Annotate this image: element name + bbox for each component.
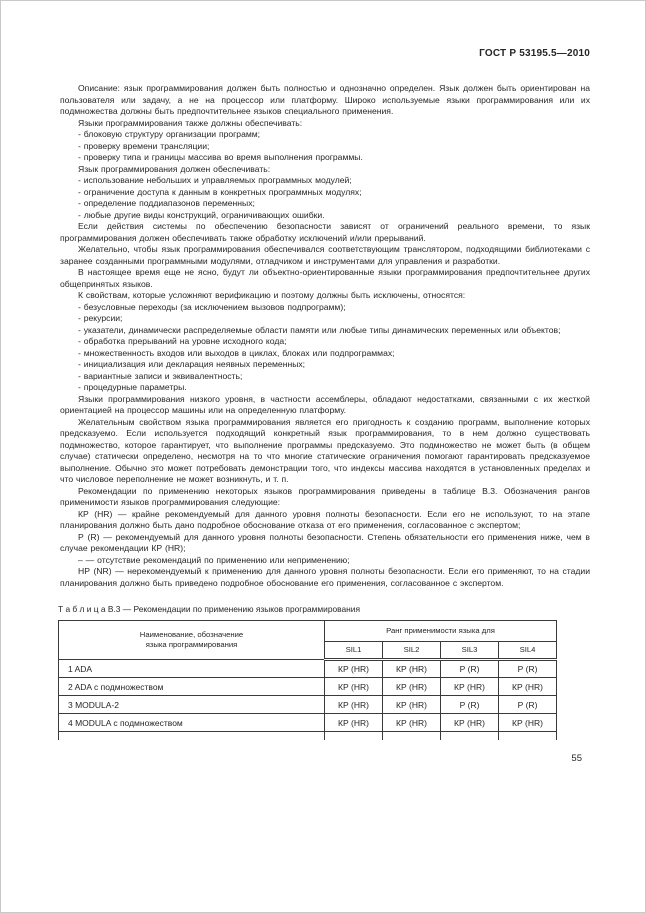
table-continuation-row <box>59 732 557 740</box>
paragraph: Язык программирования должен обеспечивать: <box>78 163 271 174</box>
column-header-line1: Наименование, обозначение <box>139 630 244 639</box>
column-header-rank-group: Ранг применимости языка для <box>325 621 557 642</box>
list-item: - обработка прерываний на уровне исходного кода; <box>78 336 287 346</box>
rank-sil2: КР (HR) <box>383 678 441 696</box>
continuation-cell <box>383 732 441 740</box>
rank-sil2: КР (HR) <box>383 714 441 732</box>
column-header-sil2: SIL2 <box>383 642 441 660</box>
table-row <box>59 714 557 732</box>
paragraph: Желательно, чтобы язык программирования обеспечивался соответствующим транслятором, подходящими библиотеками с заранее созданными программными модулями, отладчиком и инструментами для управления и разработки. <box>60 244 590 266</box>
list-item: - вариантные записи и эквивалентность; <box>78 370 243 381</box>
paragraph: Р (R) — рекомендуемый для данного уровня полноты безопасности. Степень обязательности его применения ниже, чем в случае рекомендации КР (HR); <box>60 531 590 553</box>
list-item: - множественность входов или выходов в циклах, блоках или подпрограммах; <box>78 347 395 358</box>
rank-sil3: Р (R) <box>441 660 499 678</box>
paragraph: КР (HR) — крайне рекомендуемый для данного уровня полноты безопасности. Если его не используют, то на этапе планирования должно быть дано подробное обоснование отказа от его применения, согласованное с экспертом; <box>60 508 590 530</box>
list-item: - определение поддиапазонов переменных; <box>78 198 255 208</box>
rank-sil4: Р (R) <box>499 696 557 714</box>
paragraph: НР (NR) — нерекомендуемый к применению для данного уровня полноты безопасности. Если его применяют, то на стадии планирования должно быть приведено подробное обоснование его применения, согласованное с экспертом. <box>60 566 590 588</box>
body-text <box>58 83 590 589</box>
table-row <box>59 660 557 678</box>
language-name: 4 MODULA с подмножеством <box>59 714 325 732</box>
list-item: - проверку типа и границы массива во время выполнения программы. <box>78 152 363 162</box>
paragraph: Языки программирования также должны обеспечивать: <box>78 117 303 128</box>
list-item: - рекурсии; <box>78 313 123 323</box>
rank-sil1: КР (HR) <box>325 660 383 678</box>
continuation-cell <box>59 732 325 740</box>
column-header-sil1: SIL1 <box>325 642 383 660</box>
paragraph: В настоящее время еще не ясно, будут ли объектно-ориентированные языки программирования предпочтительнее других общепринятых языков. <box>60 267 590 289</box>
recommendations-table <box>58 620 557 740</box>
rank-sil1: КР (HR) <box>325 678 383 696</box>
standard-number: ГОСТ Р 53195.5—2010 <box>479 48 590 59</box>
language-name: 1 ADA <box>59 660 325 678</box>
rank-sil3: КР (HR) <box>441 714 499 732</box>
language-name: 3 MODULA-2 <box>59 696 325 714</box>
list-item: - безусловные переходы (за исключением вызовов подпрограмм); <box>78 301 346 312</box>
rank-sil3: Р (R) <box>441 696 499 714</box>
list-item: - использование небольших и управляемых программных модулей; <box>78 175 352 185</box>
document-header <box>58 48 590 60</box>
table-row <box>59 696 557 714</box>
paragraph: Если действия системы по обеспечению безопасности зависят от ограничений реального времени, то язык программирования должен обеспечивать также обработку исключений и/или прерываний. <box>60 221 590 243</box>
paragraph: Рекомендации по применению некоторых языков программирования приведены в таблице В.3. Обозначения рангов применимости языков программирования следующие: <box>60 485 590 507</box>
rank-sil2: КР (HR) <box>383 660 441 678</box>
rank-sil3: КР (HR) <box>441 678 499 696</box>
rank-sil1: КР (HR) <box>325 714 383 732</box>
paragraph: – — отсутствие рекомендаций по применению или неприменению; <box>78 554 350 565</box>
list-item: - инициализация или декларация неявных переменных; <box>78 359 306 369</box>
language-name: 2 ADA с подмножеством <box>59 678 325 696</box>
paragraph: Желательным свойством языка программирования является его пригодность к созданию программ, выполнение которых предсказуемо. Если используется подходящий конкретный язык программирования, то в нем должно существовать подмножество, которое гарантирует, что выполнение программы предсказуемо. Это подмножество не может быть (в общем случае) статически определено, несмотря на то что многие статические ограничения помогают гарантировать предсказуемое выполнение. Обычно это может потребовать демонстрации того, что индексы массива находятся в установленных пределах и что числовое переполнение не может возникнуть, и т. п. <box>60 416 590 484</box>
page-number <box>58 752 582 764</box>
continuation-cell <box>441 732 499 740</box>
column-header-sil4: SIL4 <box>499 642 557 660</box>
paragraph: К свойствам, которые усложняют верификацию и поэтому должны быть исключены, относятся: <box>78 290 466 300</box>
table-caption: Т а б л и ц а В.3 — Рекомендации по применению языков программирования <box>58 604 361 614</box>
paragraph: Языки программирования низкого уровня, в частности ассемблеры, обладают недостатками, связанными с их жесткой ориентацией на процессор машины или на определенную платформу. <box>60 393 590 415</box>
continuation-cell <box>325 732 383 740</box>
column-header-language-name <box>59 621 325 660</box>
list-item: - указатели, динамически распределяемые области памяти или любые типы динамических переменных или объектов; <box>78 324 561 335</box>
rank-sil1: КР (HR) <box>325 696 383 714</box>
rank-sil4: КР (HR) <box>499 678 557 696</box>
column-header-line2: языка программирования <box>145 640 238 649</box>
list-item: - любые другие виды конструкций, ограничивающих ошибки. <box>78 209 325 220</box>
list-item: - проверку времени трансляции; <box>78 140 210 151</box>
list-item: - блоковую структуру организации программ; <box>78 129 261 139</box>
rank-sil4: КР (HR) <box>499 714 557 732</box>
list-item: - ограничение доступа к данным в конкретных программных модулях; <box>78 186 362 197</box>
rank-sil2: КР (HR) <box>383 696 441 714</box>
page-number-value: 55 <box>571 752 582 764</box>
column-header-sil3: SIL3 <box>441 642 499 660</box>
rank-sil4: Р (R) <box>499 660 557 678</box>
table-header-row-1 <box>59 621 557 642</box>
continuation-cell <box>499 732 557 740</box>
list-item: - процедурные параметры. <box>78 382 187 392</box>
table-row <box>59 678 557 696</box>
paragraph: Описание: язык программирования должен быть полностью и однозначно определен. Язык должен быть ориентирован на пользователя или задачу, а не на процессор или платформу. Широко используемые языки программирования или их подмножества должны быть предпочтительнее языков специального применения. <box>60 83 590 116</box>
